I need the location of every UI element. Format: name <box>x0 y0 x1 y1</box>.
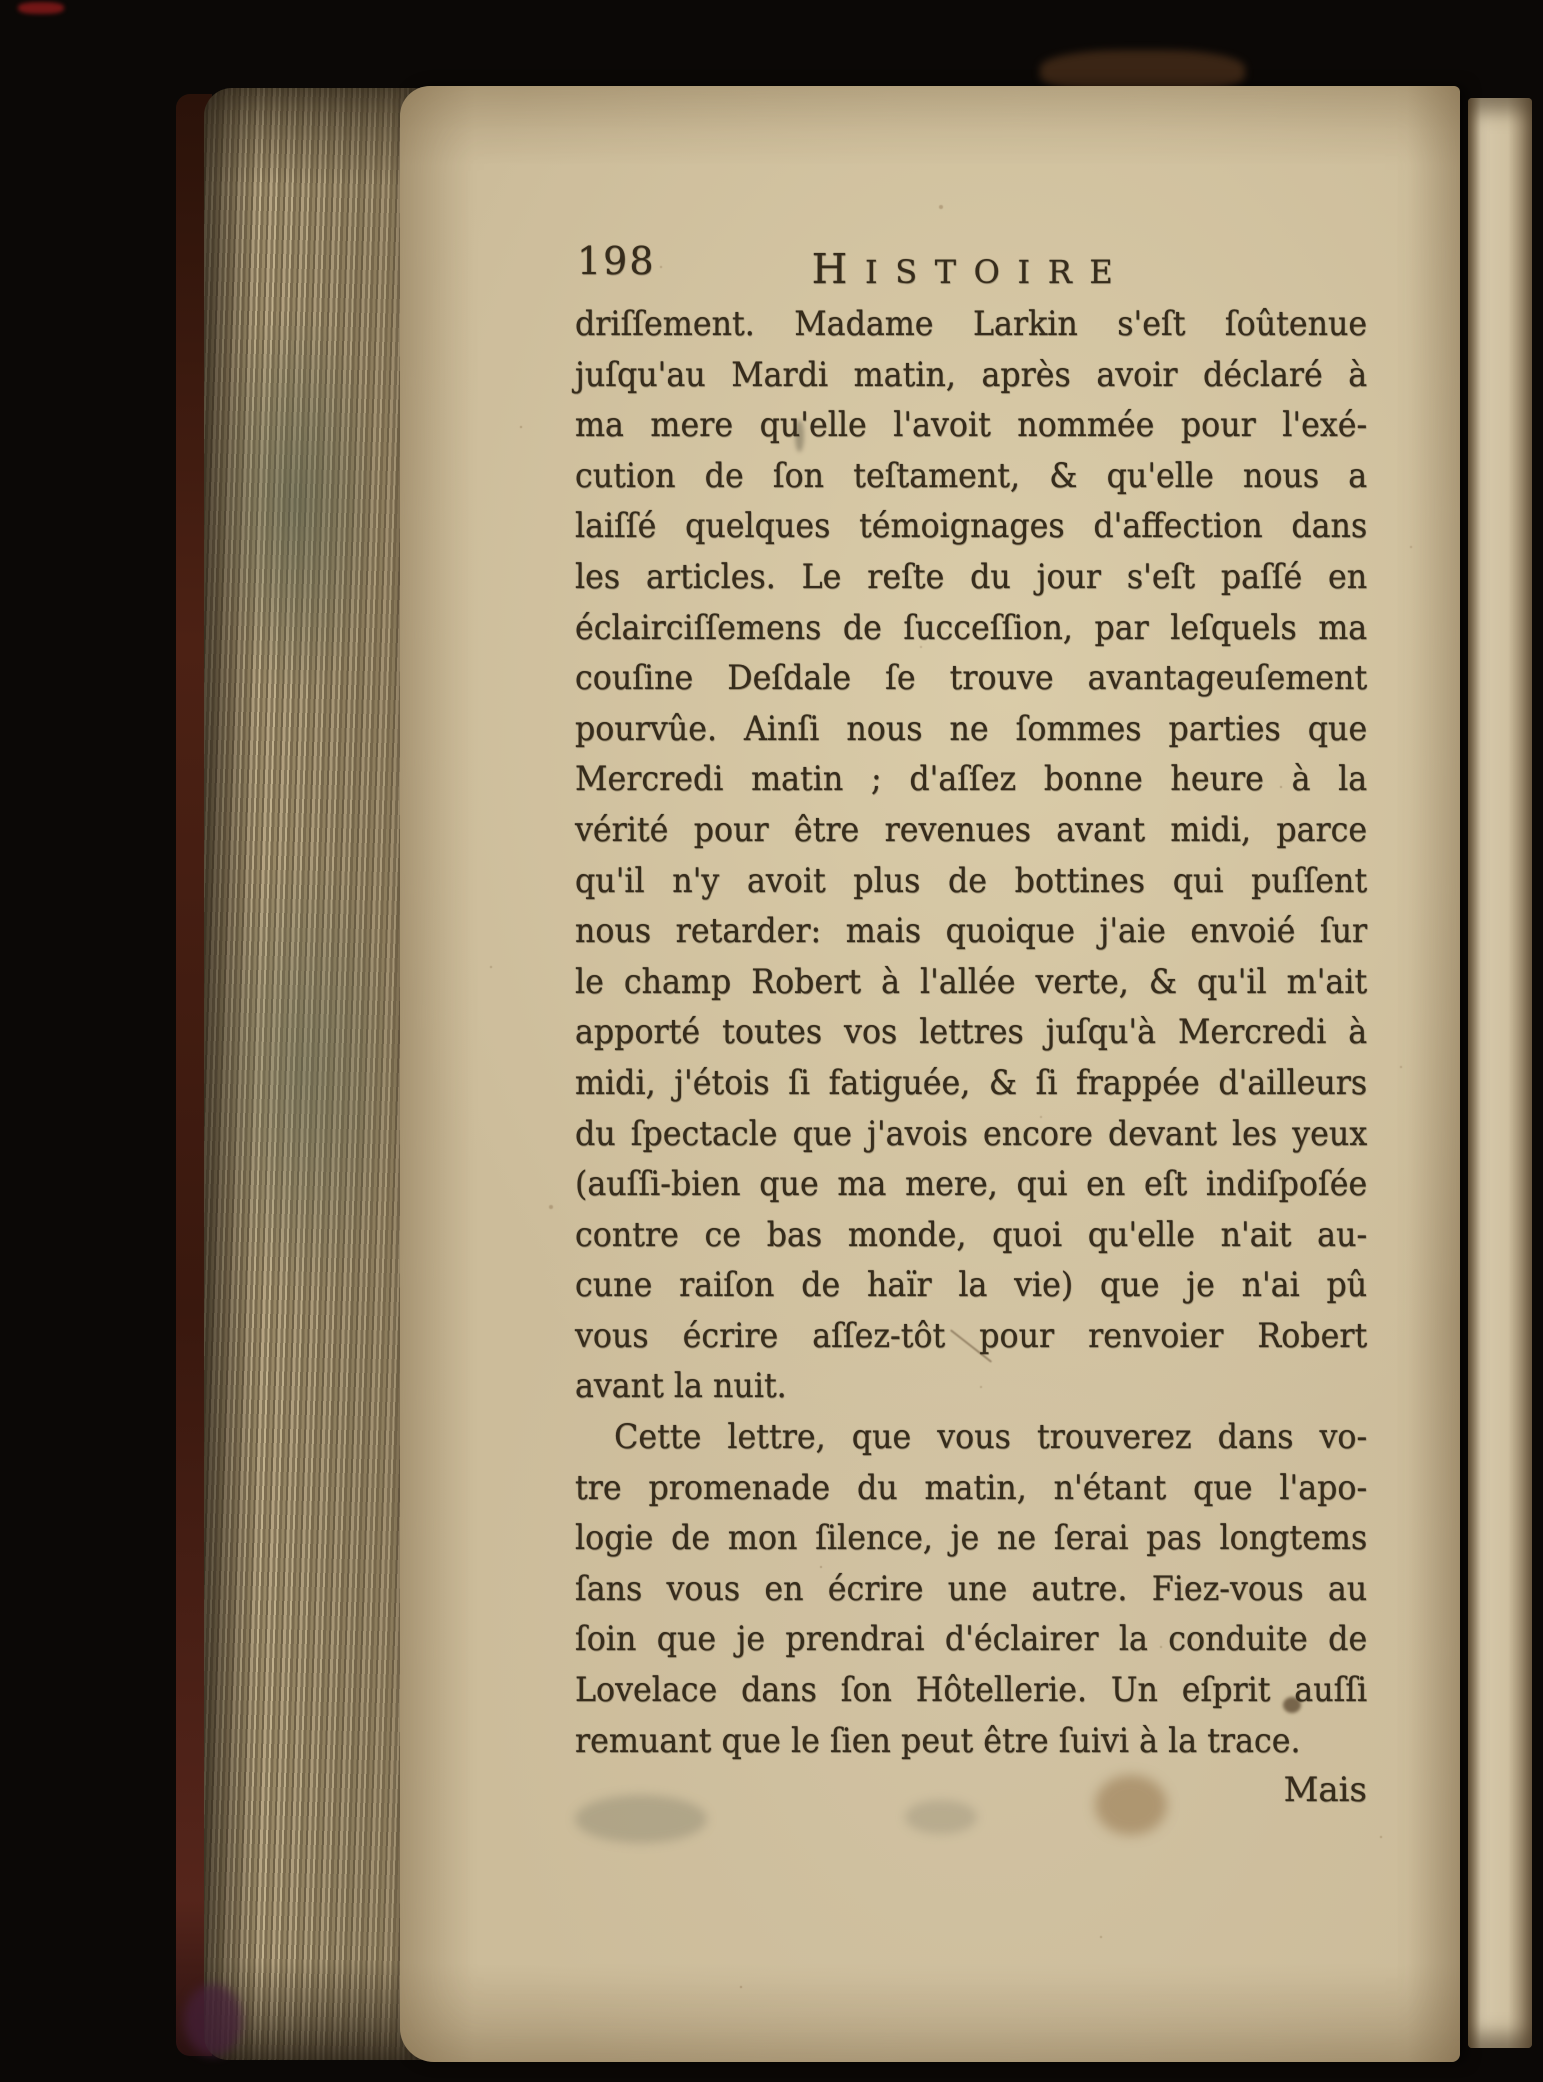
red-mark <box>18 2 64 14</box>
page-stack-fore-edge <box>204 88 422 2060</box>
catchword: Mais <box>1283 1770 1367 1810</box>
text-line: logie de mon ſilence, je ne ſerai pas longtems <box>575 1518 1368 1559</box>
text-line: pourvûe. Ainſi nous ne ſommes parties que <box>575 708 1368 749</box>
text-line: apporté toutes vos lettres juſqu'à Mercredi à <box>575 1012 1368 1053</box>
text-line: couſine Deſdale ſe trouve avantageuſement <box>575 658 1368 699</box>
running-header: HISTOIRE <box>811 245 1131 293</box>
text-line: éclairciſſemens de ſucceſſion, par leſquels ma <box>575 607 1368 648</box>
page-header <box>575 237 1367 297</box>
binding-corner <box>184 1984 242 2056</box>
adjacent-page-edge <box>1468 98 1532 2048</box>
text-line: Lovelace dans ſon Hôtellerie. Un eſprit auſſi <box>575 1670 1368 1711</box>
text-line: qu'il n'y avoit plus de bottines qui puſſent <box>575 860 1368 901</box>
page-text <box>575 237 1367 1917</box>
page-number: 198 <box>577 239 656 283</box>
text-line: les articles. Le reſte du jour s'eſt paſſé en <box>575 556 1368 597</box>
text-line: Mercredi matin ; d'aſſez bonne heure à la <box>575 759 1368 800</box>
text-line: Cette lettre, que vous trouverez dans vo- <box>614 1417 1368 1458</box>
text-line: cution de ſon teſtament, & qu'elle nous a <box>575 455 1368 496</box>
text-line: avant la nuit. <box>575 1366 787 1407</box>
text-line: laiſſé quelques témoignages d'affection dans <box>575 506 1368 547</box>
text-line: nous retarder: mais quoique j'aie envoié ſur <box>575 911 1368 952</box>
text-line: vérité pour être revenues avant midi, parce <box>575 809 1368 850</box>
paper-speckles <box>400 86 402 88</box>
body-text <box>575 299 1367 1766</box>
text-line: du ſpectacle que j'avois encore devant les yeux <box>575 1113 1368 1154</box>
text-line: vous écrire aſſez-tôt pour renvoier Robert <box>575 1315 1368 1356</box>
text-line: ſans vous en écrire une autre. Fiez-vous au <box>575 1568 1368 1609</box>
text-line: ma mere qu'elle l'avoit nommée pour l'exé- <box>575 405 1368 446</box>
text-line: ſoin que je prendrai d'éclairer la conduite de <box>575 1619 1368 1660</box>
text-line: remuant que le ſien peut être ſuivi à la trace. <box>575 1720 1301 1761</box>
text-line: cune raiſon de haïr la vie) que je n'ai pû <box>575 1265 1368 1306</box>
text-line: midi, j'étois ſi fatiguée, & ſi frappée d'ailleurs <box>575 1062 1368 1103</box>
text-line: le champ Robert à l'allée verte, & qu'il m'ait <box>575 961 1368 1002</box>
text-line: driſſement. Madame Larkin s'eſt ſoûtenue <box>575 304 1368 344</box>
text-line: tre promenade du matin, n'étant que l'apo- <box>575 1467 1368 1508</box>
text-line: (auſſi-bien que ma mere, qui en eſt indiſpoſée <box>575 1164 1368 1205</box>
text-line: contre ce bas monde, quoi qu'elle n'ait au- <box>575 1214 1368 1255</box>
text-line: juſqu'au Mardi matin, après avoir déclaré à <box>575 354 1368 395</box>
